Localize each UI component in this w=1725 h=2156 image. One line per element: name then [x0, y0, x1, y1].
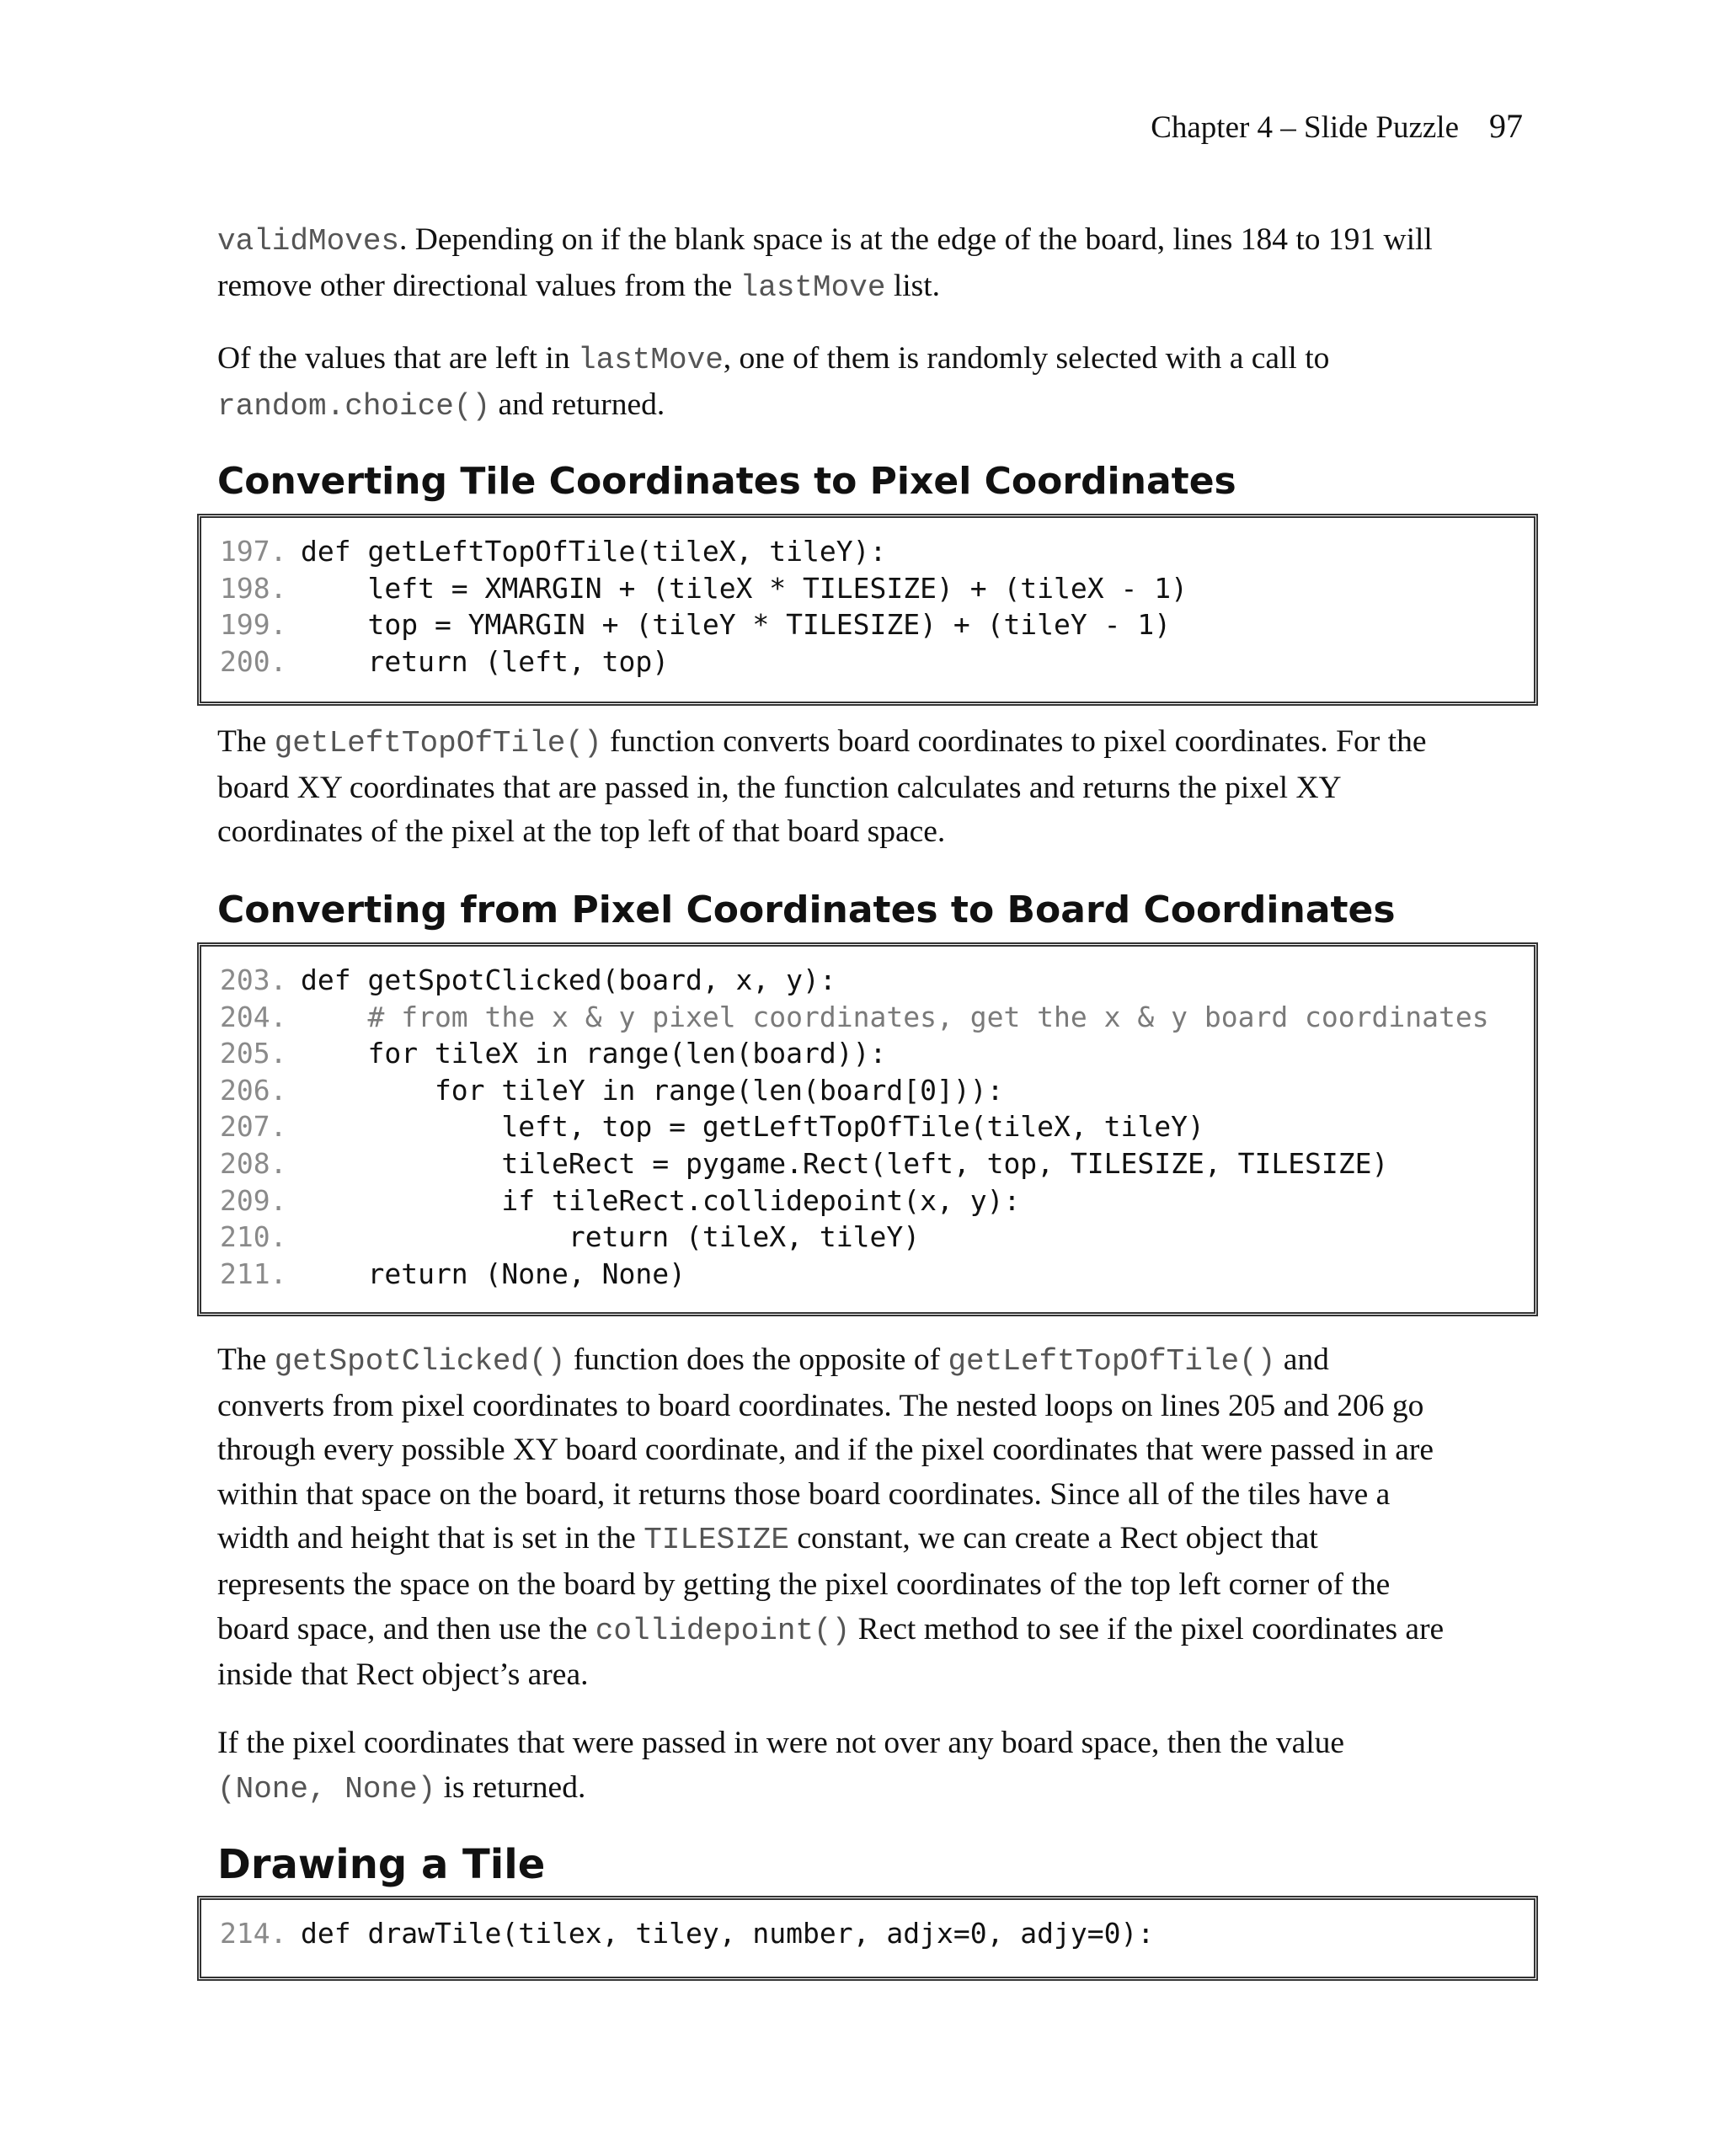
- text-run: is returned.: [435, 1769, 586, 1805]
- text-run: board XY coordinates that are passed in, the function calculates and returns the pixel XY: [217, 770, 1342, 805]
- chapter-title: Chapter 4 – Slide Puzzle: [1151, 110, 1459, 145]
- line-number: 211.: [220, 1257, 287, 1290]
- inline-code: getSpotClicked(): [274, 1344, 566, 1379]
- line-number: 205.: [220, 1037, 287, 1070]
- text-run: remove other directional values from the: [217, 268, 740, 303]
- section-heading: Converting Tile Coordinates to Pixel Coordinates: [217, 460, 1236, 503]
- code-listing: [197, 514, 1538, 706]
- code-text: def drawTile(tilex, tiley, number, adjx=0, adjy=0):: [301, 1917, 1155, 1950]
- text-run: function converts board coordinates to pixel coordinates. For the: [601, 724, 1427, 759]
- code-comment: # from the x & y pixel coordinates, get the x & y board coordinates: [301, 1000, 1489, 1033]
- text-run: board space, and then use the: [217, 1611, 595, 1646]
- code-text: for tileX in range(len(board)):: [301, 1037, 887, 1070]
- code-line: [220, 1219, 1534, 1256]
- code-line: [220, 606, 1534, 643]
- section-heading: Drawing a Tile: [217, 1841, 546, 1888]
- line-number: 206.: [220, 1073, 287, 1107]
- line-number: 207.: [220, 1110, 287, 1144]
- paragraph-get-left-top: [217, 720, 1531, 855]
- code-line: [220, 1145, 1534, 1182]
- text-run: coordinates of the pixel at the top left of that board space.: [217, 814, 946, 850]
- code-text: def getLeftTopOfTile(tileX, tileY):: [301, 535, 887, 568]
- line-number: 214.: [220, 1917, 287, 1950]
- inline-code: lastMove: [577, 343, 724, 377]
- code-text: return (left, top): [301, 644, 670, 678]
- line-number: 198.: [220, 571, 287, 605]
- text-run: The: [217, 1342, 275, 1377]
- inline-code: TILESIZE: [644, 1523, 790, 1558]
- text-run: inside that Rect object’s area.: [217, 1657, 589, 1693]
- text-run: The: [217, 724, 275, 759]
- code-line: [220, 999, 1534, 1036]
- page-number: 97: [1489, 107, 1523, 145]
- code-line: [220, 1108, 1534, 1145]
- code-text: def getSpotClicked(board, x, y):: [301, 963, 836, 996]
- code-text: tileRect = pygame.Rect(left, top, TILESIZE, TILESIZE): [301, 1146, 1389, 1180]
- code-line: [220, 643, 1534, 680]
- line-number: 199.: [220, 608, 287, 642]
- code-line: [220, 1035, 1534, 1072]
- line-number: 200.: [220, 644, 287, 678]
- line-number: 208.: [220, 1146, 287, 1180]
- line-number: 210.: [220, 1220, 287, 1254]
- inline-code: (None, None): [217, 1771, 436, 1806]
- text-run: list.: [885, 268, 941, 303]
- paragraph-none-none: [217, 1721, 1531, 1812]
- text-run: and: [1275, 1342, 1329, 1377]
- code-text: if tileRect.collidepoint(x, y):: [301, 1183, 1021, 1217]
- line-number: 209.: [220, 1183, 287, 1217]
- code-text: top = YMARGIN + (tileY * TILESIZE) + (tileY - 1): [301, 608, 1172, 642]
- code-text: left = XMARGIN + (tileX * TILESIZE) + (tileX - 1): [301, 571, 1188, 605]
- code-line: [220, 1072, 1534, 1109]
- text-run: width and height that is set in the: [217, 1521, 644, 1556]
- section-heading: Converting from Pixel Coordinates to Board Coordinates: [217, 889, 1396, 931]
- text-run: represents the space on the board by getting the pixel coordinates of the top left corner of the: [217, 1566, 1391, 1602]
- code-listing: [197, 1896, 1538, 1981]
- text-run: constant, we can create a Rect object that: [789, 1521, 1318, 1556]
- code-text: left, top = getLeftTopOfTile(tileX, tileY): [301, 1110, 1204, 1144]
- code-text: for tileY in range(len(board[0])):: [301, 1073, 1004, 1107]
- code-line: [220, 962, 1534, 999]
- code-line: [220, 1182, 1534, 1219]
- text-run: converts from pixel coordinates to board coordinates. The nested loops on lines 205 and 206 go: [217, 1388, 1424, 1423]
- inline-code: validMoves: [217, 224, 400, 259]
- text-run: Of the values that are left in: [217, 341, 578, 376]
- inline-code: random.choice(): [217, 388, 491, 424]
- text-run: within that space on the board, it returns those board coordinates. Since all of the tiles have a: [217, 1476, 1391, 1512]
- line-number: 203.: [220, 963, 287, 996]
- code-line: [220, 533, 1534, 570]
- code-listing: [197, 942, 1538, 1316]
- text-run: function does the opposite of: [565, 1342, 948, 1377]
- paragraph-random-choice: [217, 337, 1531, 429]
- line-number: 197.: [220, 535, 287, 568]
- paragraph-get-spot-clicked: [217, 1338, 1531, 1698]
- code-text: return (tileX, tileY): [301, 1220, 921, 1254]
- inline-code: getLeftTopOfTile(): [948, 1344, 1276, 1379]
- text-run: through every possible XY board coordinate, and if the pixel coordinates that were passed in are: [217, 1433, 1434, 1468]
- paragraph-valid-moves: [217, 218, 1531, 310]
- text-run: Rect method to see if the pixel coordinates are: [850, 1611, 1445, 1646]
- code-line: [220, 1915, 1534, 1952]
- line-number: 204.: [220, 1000, 287, 1033]
- text-run: , one of them is randomly selected with a call to: [723, 341, 1330, 376]
- running-header: [1151, 106, 1523, 146]
- code-line: [220, 1256, 1534, 1293]
- inline-code: getLeftTopOfTile(): [274, 726, 602, 760]
- text-run: . Depending on if the blank space is at the edge of the board, lines 184 to 191 will: [399, 222, 1433, 257]
- text-run: and returned.: [490, 387, 665, 422]
- text-run: If the pixel coordinates that were passed in were not over any board space, then the value: [217, 1726, 1345, 1760]
- code-line: [220, 570, 1534, 607]
- code-text: return (None, None): [301, 1257, 686, 1290]
- inline-code: lastMove: [740, 270, 886, 305]
- inline-code: collidepoint(): [595, 1613, 851, 1648]
